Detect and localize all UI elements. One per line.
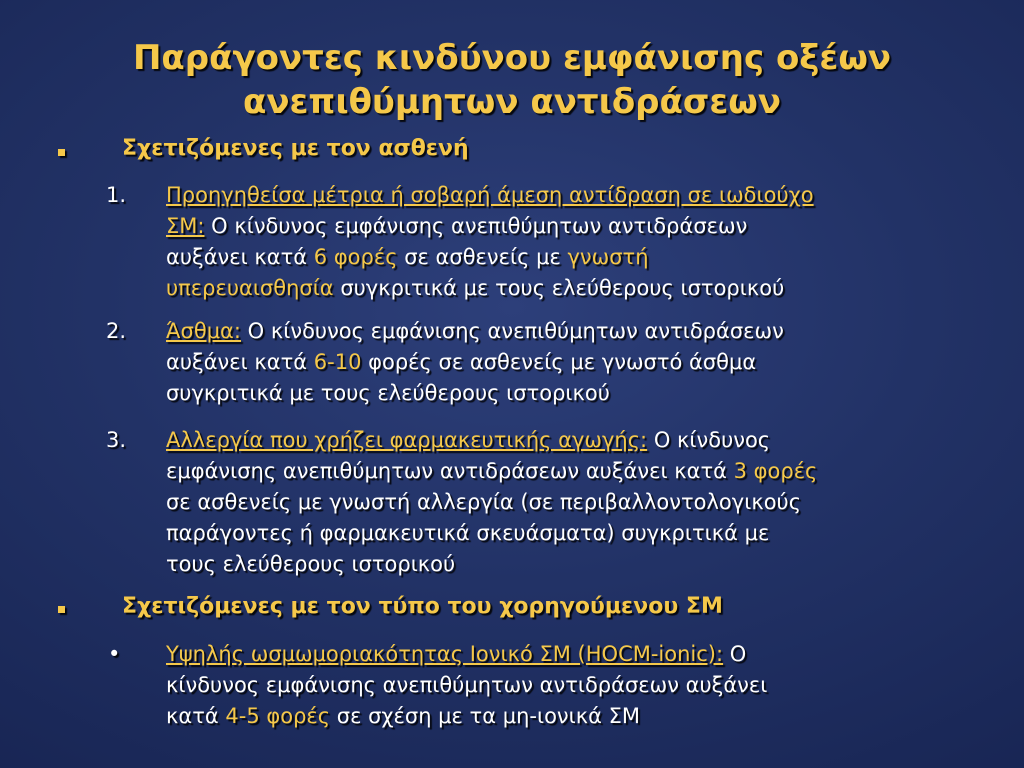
item-link-continued[interactable]: ΣΜ: [166,214,205,238]
item-text-run: παράγοντες ή φαρμακευτικά σκευάσματα) συγκριτικά με [166,521,770,545]
square-bullet-icon [58,149,65,156]
item-text-run: φορές σε ασθενείς με γνωστό άσθμα [361,350,757,374]
section-heading-contrast-type: Σχετιζόμενες με τον τύπο του χορηγούμενου ΣΜ [122,594,723,619]
item-text-run: κατά [166,704,226,728]
item-number: 3. [106,428,127,452]
item-text-run: αυξάνει κατά [166,350,314,374]
item-text-run: Ο κίνδυνος [647,428,771,452]
slide-title-line-1: Παράγοντες κινδύνου εμφάνισης οξέων [132,38,892,78]
item-link[interactable]: Υψηλής ωσμωμοριακότητας Ιονικό ΣΜ (HOCM-ionic): [166,642,724,666]
item-text [166,425,966,580]
item-text [166,639,966,732]
item-text-run: σε ασθενείς με γνωστή αλλεργία (σε περιβαλλοντολογικούς [166,490,802,514]
slide-title [0,36,1024,124]
slide-title-line-2: ανεπιθύμητων αντιδράσεων [242,82,781,122]
item-text-run: τους ελεύθερους ιστορικού [166,552,456,576]
item-text-run: εμφάνισης ανεπιθύμητων αντιδράσεων αυξάνει κατά [166,459,734,483]
item-number: 2. [106,319,127,343]
square-bullet-icon [58,606,65,613]
highlight-text: 3 φορές [733,459,818,483]
highlight-text: 6-10 [313,350,362,374]
item-link[interactable]: Άσθμα: [166,319,241,343]
item-text [166,180,966,304]
round-bullet-icon: • [108,642,121,666]
section-heading-patient: Σχετιζόμενες με τον ασθενή [122,136,469,161]
item-text-run: συγκριτικά με τους ελεύθερους ιστορικού [166,381,610,405]
item-text-run: κίνδυνος εμφάνισης ανεπιθύμητων αντιδράσεων αυξάνει [166,673,768,697]
item-text-run: αυξάνει κατά [166,245,314,269]
item-text-run: Ο κίνδυνος εμφάνισης ανεπιθύμητων αντιδράσεων [204,214,748,238]
highlight-text: υπερευαισθησία [166,276,334,300]
highlight-text: 4-5 φορές [225,704,331,728]
item-text-run: Ο κίνδυνος εμφάνισης ανεπιθύμητων αντιδράσεων [240,319,784,343]
item-link[interactable]: Αλλεργία που χρήζει φαρμακευτικής αγωγής: [166,428,648,452]
item-text-run: Ο [723,642,747,666]
item-text-run: σε ασθενείς με [397,245,568,269]
item-number: 1. [106,183,127,207]
highlight-text: γνωστή [567,245,649,269]
item-text [166,316,966,409]
item-link[interactable]: Προηγηθείσα μέτρια ή σοβαρή άμεση αντίδραση σε ιωδιούχο [166,183,814,207]
item-text-run: συγκριτικά με τους ελεύθερους ιστορικού [333,276,785,300]
item-text-run: σε σχέση με τα μη-ιονικά ΣΜ [330,704,641,728]
highlight-text: 6 φορές [313,245,398,269]
